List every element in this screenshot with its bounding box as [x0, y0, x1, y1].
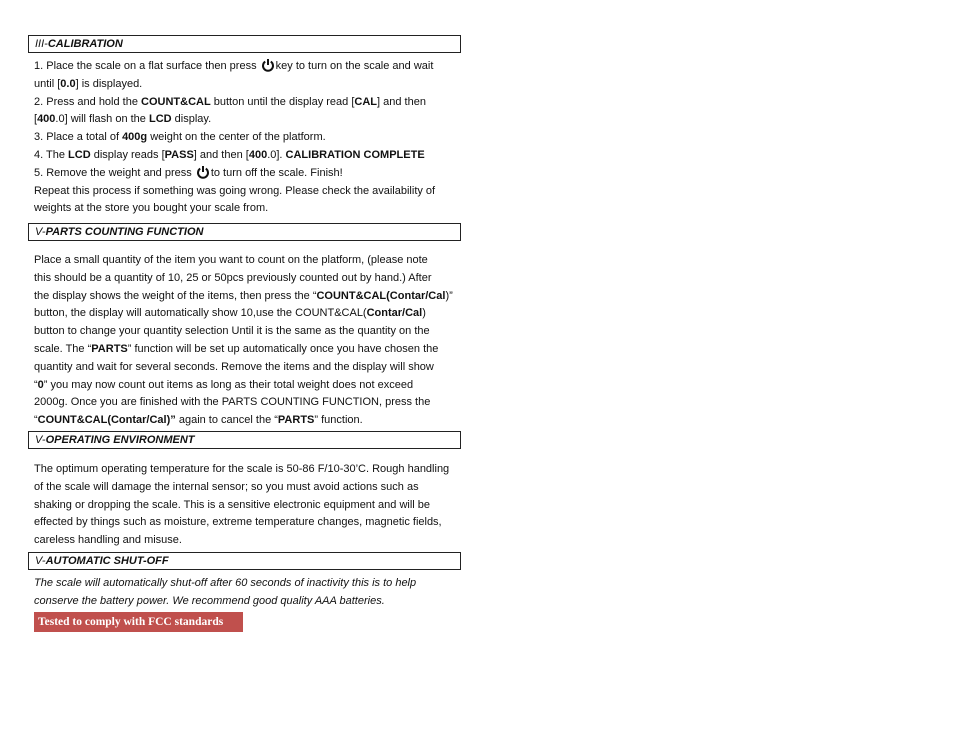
text-line: conserve the battery power. We recommend good quality AAA batteries. — [34, 594, 385, 607]
text-line: The scale will automatically shut-off after 60 seconds of inactivity this is to help — [34, 577, 417, 589]
automatic-shut-off-text — [34, 575, 462, 611]
text-line: [400.0] will flash on the LCD display. — [34, 113, 212, 126]
text-line: quantity and wait for several seconds. Remove the items and the display will show — [34, 360, 434, 373]
section-title: PARTS COUNTING FUNCTION — [45, 226, 204, 238]
section-header-operating-environment: V-OPERATING ENVIRONMENT — [28, 431, 461, 449]
power-icon — [196, 165, 210, 179]
text-line: scale. The “PARTS” function will be set up automatically once you have chosen the — [34, 342, 439, 355]
text-line: the display shows the weight of the items, then press the “COUNT&CAL(Contar/Cal)” — [34, 289, 453, 302]
text-line: 2000g. Once you are finished with the PARTS COUNTING FUNCTION, press the — [34, 396, 431, 409]
text-line: 1. Place the scale on a flat surface then press key to turn on the scale and wait — [34, 60, 434, 72]
parts-counting-text — [34, 252, 462, 430]
text-line: 5. Remove the weight and press to turn off the scale. Finish! — [34, 166, 343, 179]
text-line: weights at the store you bought your scale from. — [34, 202, 269, 215]
text-line: The optimum operating temperature for the scale is 50-86 F/10-30’C. Rough handling — [34, 463, 450, 475]
calibration-steps — [34, 58, 462, 218]
text-line: 3. Place a total of 400g weight on the center of the platform. — [34, 131, 326, 144]
section-title: OPERATING ENVIRONMENT — [45, 434, 195, 446]
text-line: 4. The LCD display reads [PASS] and then [400.0]. CALIBRATION COMPLETE — [34, 148, 425, 161]
text-line: button, the display will automatically show 10,use the COUNT&CAL(Contar/Cal) — [34, 307, 426, 320]
text-line: button to change your quantity selection Until it is the same as the quantity on the — [34, 325, 430, 338]
text-line: 2. Press and hold the COUNT&CAL button until the display read [CAL] and then — [34, 95, 426, 108]
operating-environment-text — [34, 461, 462, 550]
text-line: “COUNT&CAL(Contar/Cal)” again to cancel the “PARTS” function. — [34, 414, 363, 427]
section-header-parts-counting: V-PARTS COUNTING FUNCTION — [28, 223, 461, 241]
section-title: AUTOMATIC SHUT-OFF — [45, 555, 169, 567]
section-header-calibration: III-CALIBRATION — [28, 35, 461, 53]
section-header-automatic-shut-off: V-AUTOMATIC SHUT-OFF — [28, 552, 461, 570]
text-line: careless handling and misuse. — [34, 534, 182, 547]
text-line: “0” you may now count out items as long as their total weight does not exceed — [34, 378, 414, 391]
text-line: shaking or dropping the scale. This is a sensitive electronic equipment and will be — [34, 498, 431, 511]
power-icon — [261, 58, 275, 72]
text-line: this should be a quantity of 10, 25 or 50pcs previously counted out by hand.) After — [34, 271, 432, 284]
text-line: Repeat this process if something was going wrong. Please check the availability of — [34, 184, 436, 197]
text-line: until [0.0] is displayed. — [34, 77, 143, 90]
section-title: CALIBRATION — [47, 38, 123, 50]
text-line: effected by things such as moisture, extreme temperature changes, magnetic fields, — [34, 516, 442, 529]
fcc-compliance-badge: Tested to comply with FCC standards — [34, 612, 243, 632]
text-line: Place a small quantity of the item you want to count on the platform, (please note — [34, 254, 428, 266]
text-line: of the scale will damage the internal sensor; so you must avoid actions such as — [34, 480, 419, 493]
